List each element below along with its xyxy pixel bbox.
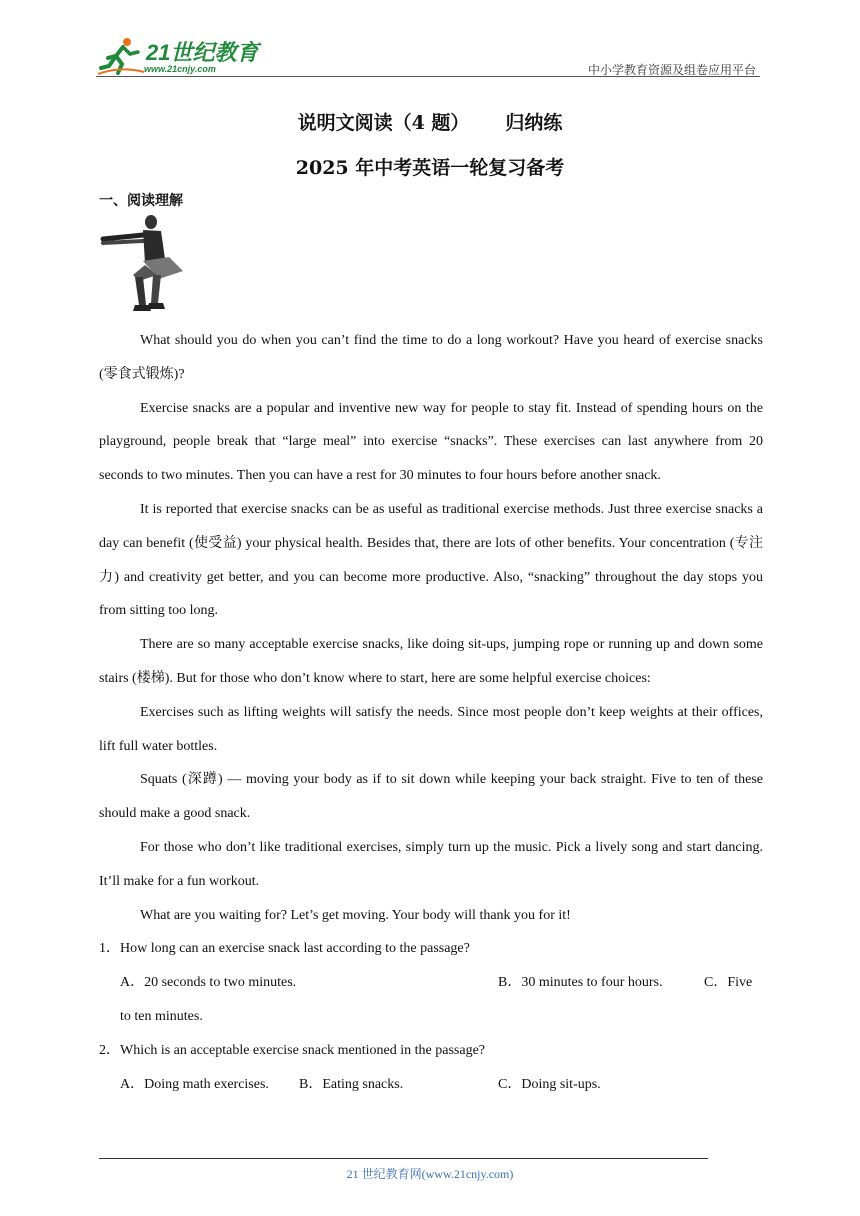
paragraph: Squats (深蹲) — moving your body as if to sit down while keeping your back straight. Five to ten of these should make a good snack. bbox=[99, 772, 763, 822]
page-header bbox=[96, 32, 760, 78]
option-a[interactable]: A．Doing math exercises. bbox=[120, 1076, 269, 1092]
question-stem: 1．How long can an exercise snack last according to the passage? bbox=[99, 941, 470, 957]
paragraph: There are so many acceptable exercise snacks, like doing sit-ups, jumping rope or running up and down some stairs (楼梯). But for those who don’t know where to start, here are some helpful exercise choices: bbox=[99, 637, 763, 686]
title-part-a: 说明文阅读（4 题） bbox=[297, 112, 470, 134]
worksheet-title bbox=[0, 108, 860, 135]
logo-url: www.21cnjy.com bbox=[144, 64, 216, 74]
option-b[interactable]: B．Eating snacks. bbox=[299, 1076, 404, 1092]
logo-text: 21世纪教育 bbox=[146, 40, 259, 65]
paragraph: What are you waiting for? Let’s get moving. Your body will thank you for it! bbox=[140, 907, 571, 923]
header-divider bbox=[96, 76, 760, 77]
question-options bbox=[99, 966, 763, 1000]
footer-link[interactable]: 21 世纪教育网(www.21cnjy.com) bbox=[346, 1167, 514, 1181]
option-b[interactable]: B．30 minutes to four hours. bbox=[498, 975, 663, 991]
option-continuation: to ten minutes. bbox=[120, 1008, 203, 1024]
question-options bbox=[99, 1068, 763, 1102]
question-stem: 2．Which is an acceptable exercise snack mentioned in the passage? bbox=[99, 1042, 486, 1058]
option-c[interactable]: C．Doing sit-ups. bbox=[498, 1076, 601, 1092]
paragraph: Exercise snacks are a popular and inventive new way for people to stay fit. Instead of spending hours on the playground, people break that “large meal” into exercise “snacks”. These exercises can last anywhere from 20 seconds to two minutes. Then you can have a rest for 30 minutes to four hours before another snack. bbox=[99, 400, 763, 484]
platform-name: 中小学教育资源及组卷应用平台 bbox=[587, 63, 756, 77]
site-logo[interactable] bbox=[96, 36, 266, 78]
runner-logo-icon bbox=[96, 36, 146, 76]
squat-figure-image bbox=[99, 213, 189, 315]
footer-divider bbox=[99, 1158, 708, 1159]
option-a[interactable]: A．20 seconds to two minutes. bbox=[120, 975, 297, 991]
paragraph: For those who don’t like traditional exercises, simply turn up the music. Pick a lively song and start dancing. It’ll make for a fun workout. bbox=[99, 839, 763, 889]
option-c[interactable]: C．Five bbox=[704, 975, 753, 991]
paragraph: Exercises such as lifting weights will satisfy the needs. Since most people don’t keep weights at their offices, lift full water bottles. bbox=[99, 704, 763, 754]
article-body bbox=[99, 324, 763, 1101]
paragraph: What should you do when you can’t find the time to do a long workout? Have you heard of exercise snacks (零食式锻炼)? bbox=[99, 333, 763, 382]
title-part-b: 归纳练 bbox=[505, 112, 563, 134]
worksheet-subtitle: 2025 年中考英语一轮复习备考 bbox=[295, 157, 565, 179]
section-heading: 一、阅读理解 bbox=[99, 193, 183, 209]
paragraph: It is reported that exercise snacks can be as useful as traditional exercise methods. Just three exercise snacks a day can benefit (使受益) your physical health. Besides that, there are lots of other benefits. Your concentration (专注力) and creativity get better, and you can become more productive. Also, “snacking” throughout the day stops you from sitting too long. bbox=[99, 501, 763, 619]
